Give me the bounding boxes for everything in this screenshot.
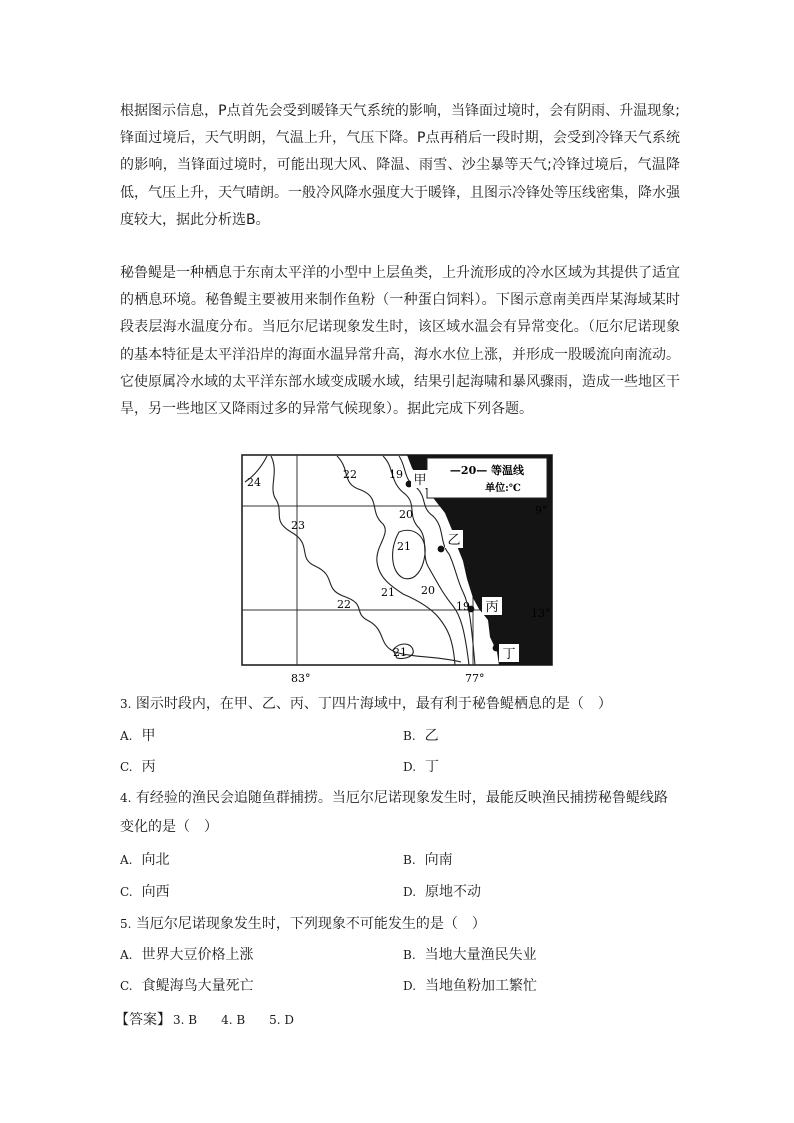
question-stem: 图示时段内，在甲、乙、丙、丁四片海域中，最有利于秘鲁鳀栖息的是（ ） xyxy=(135,696,612,712)
isotherm-label: 22 xyxy=(343,468,357,481)
place-label-jia: 甲 xyxy=(413,473,427,488)
lat-label-13: 13° xyxy=(531,607,551,620)
place-label-ding: 丁 xyxy=(502,647,516,662)
lat-label-9: 9° xyxy=(535,504,548,517)
question-number: 3. xyxy=(120,697,132,711)
isotherm-label: 20 xyxy=(399,508,413,521)
option-5a: A. 世界大豆价格上涨 xyxy=(120,947,254,963)
context-paragraph: 秘鲁鳀是一种栖息于东南太平洋的小型中上层鱼类，上升流形成的冷水区域为其提供了适宜的栖息环境。秘鲁鳀主要被用来制作鱼粉（一种蛋白饲料）。下图示意南美西岸某海域某时段表层海水温度分布。当厄尔尼诺现象发生时，该区域水温会有异常变化。（厄尔尼诺现象的基本特征是太平洋沿岸的海面水温异常升高，海水水位上涨，并形成一股暖流向南流动。它使原属冷水域的太平洋东部水域变成暖水域，结果引起海啸和暴风骤雨，造成一些地区干旱，另一些地区又降雨过多的异常气候现象）。据此完成下列各题。 xyxy=(120,265,680,418)
isotherm-label: 24 xyxy=(247,476,261,489)
place-label-yi: 乙 xyxy=(447,533,461,548)
isotherm-label: 21 xyxy=(393,646,407,659)
legend-line-2: 单位:℃ xyxy=(485,483,521,494)
marker-ding xyxy=(493,645,500,652)
isotherm-label: 21 xyxy=(381,586,395,599)
option-3c: C. 丙 xyxy=(120,759,156,775)
explanation-paragraph: 根据图示信息，P点首先会受到暖锋天气系统的影响，当锋面过境时，会有阴雨、升温现象;锋面过境后，天气明朗，气温上升，气压下降。P点再稍后一段时期，会受到冷锋天气系统的影响，当锋面过境时，可能出现大风、降温、雨雪、沙尘暴等天气;冷锋过境后，气温降低，气压上升，天气晴朗。一般冷风降水强度大于暖锋，且图示冷锋处等压线密集，降水强度较大，据此分析选B。 xyxy=(120,103,680,228)
question-5 xyxy=(120,914,486,934)
isotherm-label: 22 xyxy=(337,598,351,611)
isotherm-label: 21 xyxy=(397,540,411,553)
legend-line-1: —20— 等温线 xyxy=(449,464,525,477)
option-5b: B. 当地大量渔民失业 xyxy=(403,947,537,963)
option-3d: D. 丁 xyxy=(403,759,440,775)
option-4a: A. 向北 xyxy=(120,852,170,868)
answer-line xyxy=(115,1009,294,1029)
answer-tag: 【答案】 xyxy=(115,1012,171,1028)
question-stem: 有经验的渔民会追随鱼群捕捞。当厄尔尼诺现象发生时，最能反映渔民捕捞秘鲁鳀线路变化的是（ ） xyxy=(120,790,668,835)
marker-yi xyxy=(438,546,445,553)
question-3 xyxy=(120,694,612,714)
question-number: 5. xyxy=(120,917,132,931)
sea-temperature-map xyxy=(241,454,553,686)
option-5c: C. 食鳀海鸟大量死亡 xyxy=(120,978,254,994)
isotherm-label: 19 xyxy=(389,468,403,481)
option-4d: D. 原地不动 xyxy=(403,884,482,900)
answer-values: 3. B 4. B 5. D xyxy=(173,1013,295,1027)
place-label-bing: 丙 xyxy=(485,600,499,615)
option-4c: C. 向西 xyxy=(120,884,170,900)
option-3a: A. 甲 xyxy=(120,728,156,744)
option-3b: B. 乙 xyxy=(403,728,439,744)
isotherm-label: 19 xyxy=(456,600,470,613)
option-4b: B. 向南 xyxy=(403,852,453,868)
isotherm-label: 20 xyxy=(421,584,435,597)
question-4 xyxy=(120,784,680,842)
lon-label-83: 83° xyxy=(291,672,311,685)
question-number: 4. xyxy=(120,791,132,805)
option-5d: D. 当地鱼粉加工繁忙 xyxy=(403,978,538,994)
question-stem: 当厄尔尼诺现象发生时，下列现象不可能发生的是（ ） xyxy=(135,916,486,932)
isotherm-label: 23 xyxy=(291,519,305,532)
lon-label-77: 77° xyxy=(465,672,485,685)
